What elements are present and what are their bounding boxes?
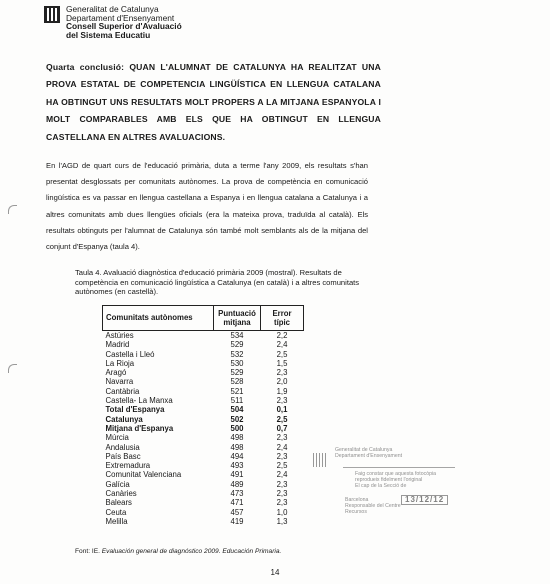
community-cell: Castella i Lleó xyxy=(105,349,155,359)
score-cell: 471 xyxy=(230,498,244,508)
margin-mark xyxy=(8,364,17,373)
community-cell: Balears xyxy=(105,498,132,508)
score-cell: 529 xyxy=(230,340,244,350)
score-cell: 498 xyxy=(230,442,244,452)
table-row xyxy=(103,443,304,452)
error-cell: 2,4 xyxy=(276,340,288,350)
community-cell: Mitjana d'Espanya xyxy=(105,423,174,433)
error-cell: 2,0 xyxy=(276,377,288,387)
error-cell: 2,3 xyxy=(276,451,288,461)
table-row xyxy=(103,387,304,396)
table-row xyxy=(103,359,304,368)
error-cell: 2,4 xyxy=(276,442,288,452)
score-cell: 498 xyxy=(230,433,244,443)
score-cell: 511 xyxy=(230,396,244,406)
table-row xyxy=(103,452,304,461)
error-cell: 2,3 xyxy=(276,498,288,508)
table-row xyxy=(103,480,304,489)
body-paragraph: En l'AGD de quart curs de l'educació primària, duta a terme l'any 2009, els resultats s'han presentat desglossats per comunitats autònomes. La prova de competència en comunicació lingüística es va passar en llengua castellana a Espanya i en llengua catalana a Catalunya i a altres comunitats amb dues llengües oficials (era la mateixa prova, traduïda al català). Els resultats obtinguts per l'alumnat de Catalunya són també molt semblants als de la mitjana del conjunt d'Espanya (taula 4). xyxy=(46,161,368,252)
stamp-line-7: Responsable del Centre xyxy=(345,503,401,509)
community-cell: Ceuta xyxy=(105,507,127,517)
score-cell: 504 xyxy=(230,405,244,415)
score-cell: 529 xyxy=(230,368,244,378)
table-row xyxy=(103,405,304,414)
error-cell: 2,5 xyxy=(276,414,288,424)
header-line-1: Generalitat de Catalunya xyxy=(66,4,159,14)
score-cell: 534 xyxy=(230,331,244,340)
header-score-line1: Puntuació xyxy=(218,309,256,318)
error-cell: 2,3 xyxy=(276,479,288,489)
score-cell: 489 xyxy=(230,479,244,489)
score-cell: 493 xyxy=(230,461,244,471)
conclusion-block xyxy=(46,59,381,146)
community-cell: Madrid xyxy=(105,340,130,350)
header-line-2: Departament d'Ensenyament xyxy=(66,12,175,23)
error-cell: 1,0 xyxy=(276,507,288,517)
table-row xyxy=(103,433,304,442)
stamp-date: 13/12/12 xyxy=(401,495,448,505)
source-text: Evaluación general de diagnóstico 2009. Educación Primaria. xyxy=(101,548,282,555)
conclusion-text: QUAN L'ALUMNAT DE CATALUNYA HA REALITZAT UNA PROVA ESTATAL DE COMPETENCIA LINGÜÍSTICA EN LLENGUA CATALANA HA OBTINGUT UNS RESULTATS MOLT PROPERS A LA MITJANA ESPANYOLA I MOLT COMPARABLES AMB ELS QUE HA OBTINGUT EN LLENGUA CASTELLANA EN ALTRES AVALUACIONS. xyxy=(46,62,382,142)
community-cell: Extremadura xyxy=(105,461,151,471)
error-cell: 1,9 xyxy=(276,386,288,396)
stamp-line-4: reprodueix fidelment l'original xyxy=(355,477,423,483)
community-cell: País Basc xyxy=(105,451,141,461)
table-row xyxy=(103,396,304,405)
stamp-line-2: Departament d'Ensenyament xyxy=(335,453,403,459)
score-cell: 500 xyxy=(230,423,244,433)
table-row xyxy=(103,461,304,470)
community-cell: Galícia xyxy=(105,479,130,489)
score-cell: 502 xyxy=(230,414,244,424)
stamp-line-1: Generalitat de Catalunya xyxy=(335,447,393,453)
community-cell: Aragó xyxy=(105,368,127,378)
table-row xyxy=(103,415,304,424)
header-error-line1: Error xyxy=(272,309,292,318)
error-cell: 2,3 xyxy=(276,368,288,378)
error-cell: 2,3 xyxy=(276,433,288,443)
score-cell: 419 xyxy=(230,516,244,526)
error-cell: 1,3 xyxy=(276,516,288,526)
header-error-line2: típic xyxy=(273,318,291,327)
community-cell: Catalunya xyxy=(105,414,143,424)
community-cell: Múrcia xyxy=(105,433,129,443)
margin-mark xyxy=(8,205,17,214)
header-score xyxy=(214,306,261,331)
table-source xyxy=(75,548,281,555)
community-cell: Astúries xyxy=(105,331,134,340)
stamp-line-5: El cap de la Secció de xyxy=(355,483,407,489)
community-cell: Comunitat Valenciana xyxy=(105,470,182,480)
community-cell: Cantàbria xyxy=(105,386,140,396)
results-table xyxy=(102,305,304,526)
table-row xyxy=(103,489,304,498)
stamp-line-3: Faig constar que aquesta fotocòpia xyxy=(355,471,437,477)
source-prefix: Font: IE. xyxy=(75,548,100,555)
header-error xyxy=(261,306,304,331)
score-cell: 473 xyxy=(230,489,244,499)
community-cell: Melilla xyxy=(105,516,128,526)
table-row xyxy=(103,368,304,377)
score-cell: 528 xyxy=(230,377,244,387)
error-cell: 0,1 xyxy=(276,405,288,415)
stamp-line-6: Barcelona xyxy=(345,497,369,503)
header-line-3: Consell Superior d'Avaluació xyxy=(66,21,182,32)
score-cell: 491 xyxy=(230,470,244,480)
table-row xyxy=(103,424,304,433)
institution-header xyxy=(66,5,182,39)
table-row xyxy=(103,517,304,526)
error-cell: 2,5 xyxy=(276,461,288,471)
error-cell: 2,3 xyxy=(276,396,288,406)
table-row xyxy=(103,350,304,359)
page-number: 14 xyxy=(270,568,280,577)
score-cell: 494 xyxy=(230,451,244,461)
community-cell: Canàries xyxy=(105,489,137,499)
error-cell: 0,7 xyxy=(276,423,288,433)
generalitat-logo xyxy=(44,6,60,23)
score-cell: 532 xyxy=(230,349,244,359)
community-cell: La Rioja xyxy=(105,358,135,368)
stamp-logo-icon xyxy=(313,453,327,467)
certification-stamp xyxy=(313,447,459,525)
error-cell: 2,5 xyxy=(276,349,288,359)
error-cell: 1,5 xyxy=(276,358,288,368)
table-row xyxy=(103,331,304,341)
community-cell: Castella- La Manxa xyxy=(105,396,173,406)
score-cell: 530 xyxy=(230,358,244,368)
header-score-line2: mitjana xyxy=(223,318,251,327)
error-cell: 2,3 xyxy=(276,489,288,499)
error-cell: 2,2 xyxy=(276,331,288,340)
table-body xyxy=(103,331,304,527)
stamp-line-8: Recursos xyxy=(345,509,367,515)
score-cell: 457 xyxy=(230,507,244,517)
table-row xyxy=(103,508,304,517)
table-row xyxy=(103,340,304,349)
conclusion-label: Quarta conclusió: xyxy=(46,62,125,72)
community-cell: Total d'Espanya xyxy=(105,405,165,415)
table-header-row xyxy=(103,306,304,331)
community-cell: Navarra xyxy=(105,377,134,387)
error-cell: 2,4 xyxy=(276,470,288,480)
community-cell: Andalusia xyxy=(105,442,140,452)
header-line-4: del Sistema Educatiu xyxy=(66,29,151,40)
table-row xyxy=(103,377,304,386)
table-row xyxy=(103,498,304,507)
table-caption: Taula 4. Avaluació diagnòstica d'educació primària 2009 (mostral). Resultats de competència en comunicació lingüística a Catalunya (en català) i a altres comunitats autònomes (en castellà). xyxy=(75,268,360,297)
score-cell: 521 xyxy=(230,386,244,396)
header-communities: Comunitats autònomes xyxy=(103,306,214,331)
table-row xyxy=(103,470,304,479)
